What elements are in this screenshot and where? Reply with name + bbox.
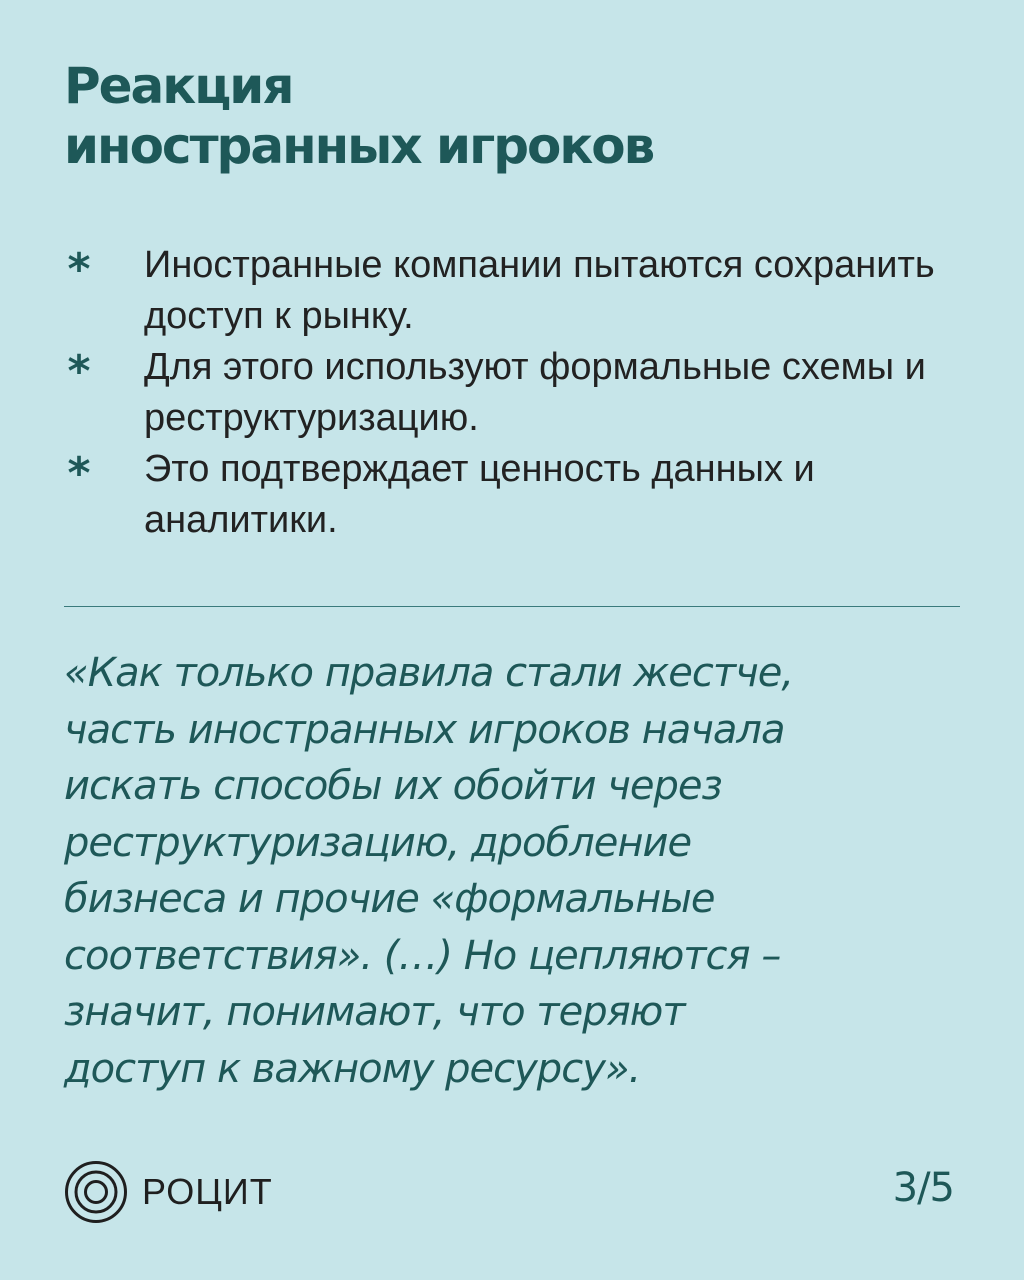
asterisk-icon: *	[67, 448, 91, 499]
quote-line: часть иностранных игроков начала	[64, 706, 785, 753]
slide-title	[64, 56, 964, 176]
brand-name: РОЦИТ	[142, 1171, 273, 1212]
quote-line: бизнеса и прочие «формальные	[64, 876, 715, 922]
quote-line: соответствия». (…) Но цепляются –	[64, 932, 781, 979]
asterisk-icon: *	[67, 244, 91, 295]
concentric-circles-logo-icon	[64, 1160, 128, 1224]
quote-line: значит, понимают, что теряют	[64, 989, 685, 1035]
bullet-item	[64, 240, 964, 342]
asterisk-icon: *	[67, 346, 91, 397]
bullet-text: Это подтверждает ценность данных и аналитики.	[144, 448, 815, 541]
quote-line: искать способы их обойти через	[64, 763, 722, 809]
bullet-item	[64, 342, 964, 444]
quote-line: доступ к важному ресурсу».	[64, 1045, 641, 1092]
page-counter: 3/5	[892, 1165, 954, 1211]
quote-line: реструктуризацию, дробление	[64, 819, 692, 866]
bullet-list	[64, 240, 964, 546]
brand-logo	[64, 1160, 273, 1224]
bullet-text: Для этого используют формальные схемы и реструктуризацию.	[144, 346, 926, 439]
slide-title-line: иностранных игроков	[64, 117, 654, 175]
quote	[64, 645, 964, 1097]
quote-line: «Как только правила стали жестче,	[64, 650, 794, 696]
bullet-text: Иностранные компании пытаются сохранить доступ к рынку.	[144, 244, 935, 337]
bullet-item	[64, 444, 964, 546]
divider	[64, 606, 960, 607]
slide-title-line: Реакция	[64, 57, 293, 115]
